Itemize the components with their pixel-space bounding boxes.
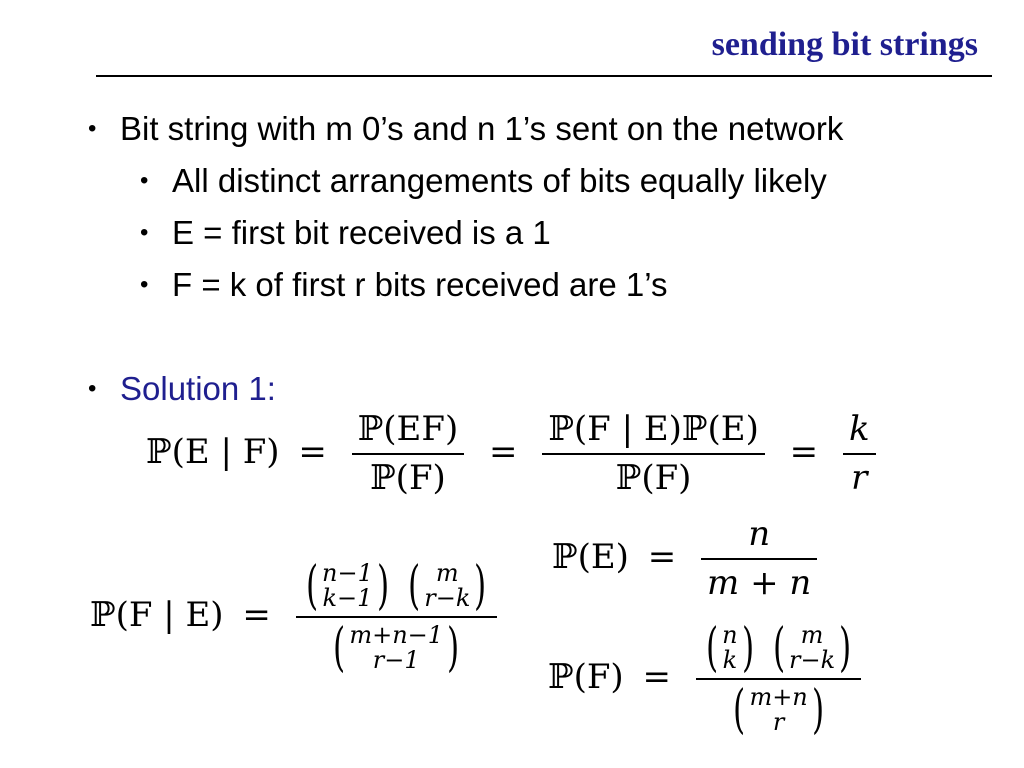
fraction (696, 618, 862, 741)
paren-left: ( (772, 618, 785, 678)
binomial-stack (749, 682, 808, 737)
binomial-bottom: r (772, 708, 785, 737)
paren-right: ) (811, 680, 825, 741)
bullet-marker: • (140, 219, 149, 246)
numerator: k (848, 409, 870, 449)
slide-title: sending bit strings (711, 26, 978, 63)
binomial-bottom: r−1 (372, 646, 420, 675)
bullet-text: All distinct arrangements of bits equally likely (172, 162, 827, 199)
paren-right: ) (447, 618, 460, 679)
formula-lhs: ℙ(F) (548, 657, 624, 698)
binomial-bottom: k (722, 646, 738, 674)
pe-formula (552, 515, 823, 603)
fraction (542, 410, 765, 498)
paren-right: ) (741, 618, 754, 678)
fraction (352, 410, 465, 498)
bullet-marker: • (88, 115, 97, 142)
paren-right: ) (474, 556, 487, 616)
binomial (404, 556, 491, 616)
denominator: ℙ(F) (370, 458, 446, 499)
numerator (296, 556, 497, 616)
paren-left: ( (408, 556, 421, 616)
sub-bullet-item (140, 164, 827, 197)
binomial-top: m (435, 558, 459, 587)
fraction-bar (696, 678, 862, 680)
binomial-bottom: r−k (788, 646, 836, 674)
binomial-top: n (722, 620, 738, 649)
numerator (696, 618, 862, 678)
binomial-bottom: r−k (424, 584, 471, 612)
denominator: r (851, 458, 868, 499)
bullet-text: E = first bit received is a 1 (172, 214, 551, 251)
binomial-stack (424, 558, 471, 612)
binomial-top: m+n (749, 682, 808, 711)
sub-bullet-item (140, 216, 551, 249)
bullet-marker: • (88, 375, 97, 402)
numerator: n (748, 514, 771, 554)
binomial (302, 556, 393, 616)
binomial-top: m (800, 620, 824, 649)
fraction (296, 556, 497, 679)
fraction (701, 515, 817, 603)
binomial-top: m+n−1 (349, 620, 444, 649)
formula-lhs: ℙ(E) (552, 537, 629, 578)
equals-sign: = (242, 595, 271, 636)
binomial-bottom: k−1 (322, 584, 373, 612)
fraction (843, 410, 876, 498)
denominator: ℙ(F) (615, 458, 692, 499)
equals-sign: = (789, 432, 819, 473)
fraction-bar (542, 453, 765, 455)
pfe-formula (90, 556, 503, 679)
solution-label: Solution 1: (120, 370, 276, 407)
bullet-item (88, 372, 276, 405)
formula-lhs: ℙ(E | F) (146, 432, 280, 473)
formula-lhs: ℙ(F | E) (90, 595, 224, 636)
paren-left: ( (733, 680, 746, 741)
binomial-stack (322, 558, 373, 612)
binomial (729, 680, 828, 741)
paren-right: ) (839, 618, 852, 678)
fraction-bar (843, 453, 876, 455)
main-formula (146, 410, 882, 498)
bullet-text: Bit string with m 0’s and n 1’s sent on the network (120, 110, 844, 147)
denominator (723, 680, 834, 741)
paren-right: ) (376, 556, 390, 616)
fraction-bar (701, 558, 817, 560)
numerator: ℙ(F | E)ℙ(E) (548, 409, 759, 449)
denominator: m + n (707, 563, 812, 604)
paren-left: ( (305, 556, 318, 616)
binomial-stack (349, 620, 444, 675)
bullet-marker: • (140, 167, 149, 194)
fraction-bar (352, 453, 465, 455)
denominator (323, 618, 469, 679)
bullet-marker: • (140, 271, 149, 298)
bullet-text: F = k of first r bits received are 1’s (172, 266, 668, 303)
binomial (702, 618, 758, 678)
title-divider (96, 75, 992, 77)
paren-left: ( (705, 618, 719, 678)
binomial-top: n−1 (322, 558, 373, 587)
equals-sign: = (489, 432, 518, 473)
equals-sign: = (298, 432, 327, 473)
equals-sign: = (647, 537, 677, 578)
binomial-stack (788, 620, 836, 674)
bullet-item (88, 112, 843, 145)
sub-bullet-item (140, 268, 667, 301)
binomial (769, 618, 856, 678)
binomial-stack (722, 620, 738, 674)
binomial (329, 618, 463, 679)
fraction-bar (296, 616, 497, 618)
equals-sign: = (642, 657, 671, 698)
numerator: ℙ(EF) (357, 409, 459, 449)
paren-left: ( (333, 618, 346, 679)
pf-formula (548, 618, 867, 741)
